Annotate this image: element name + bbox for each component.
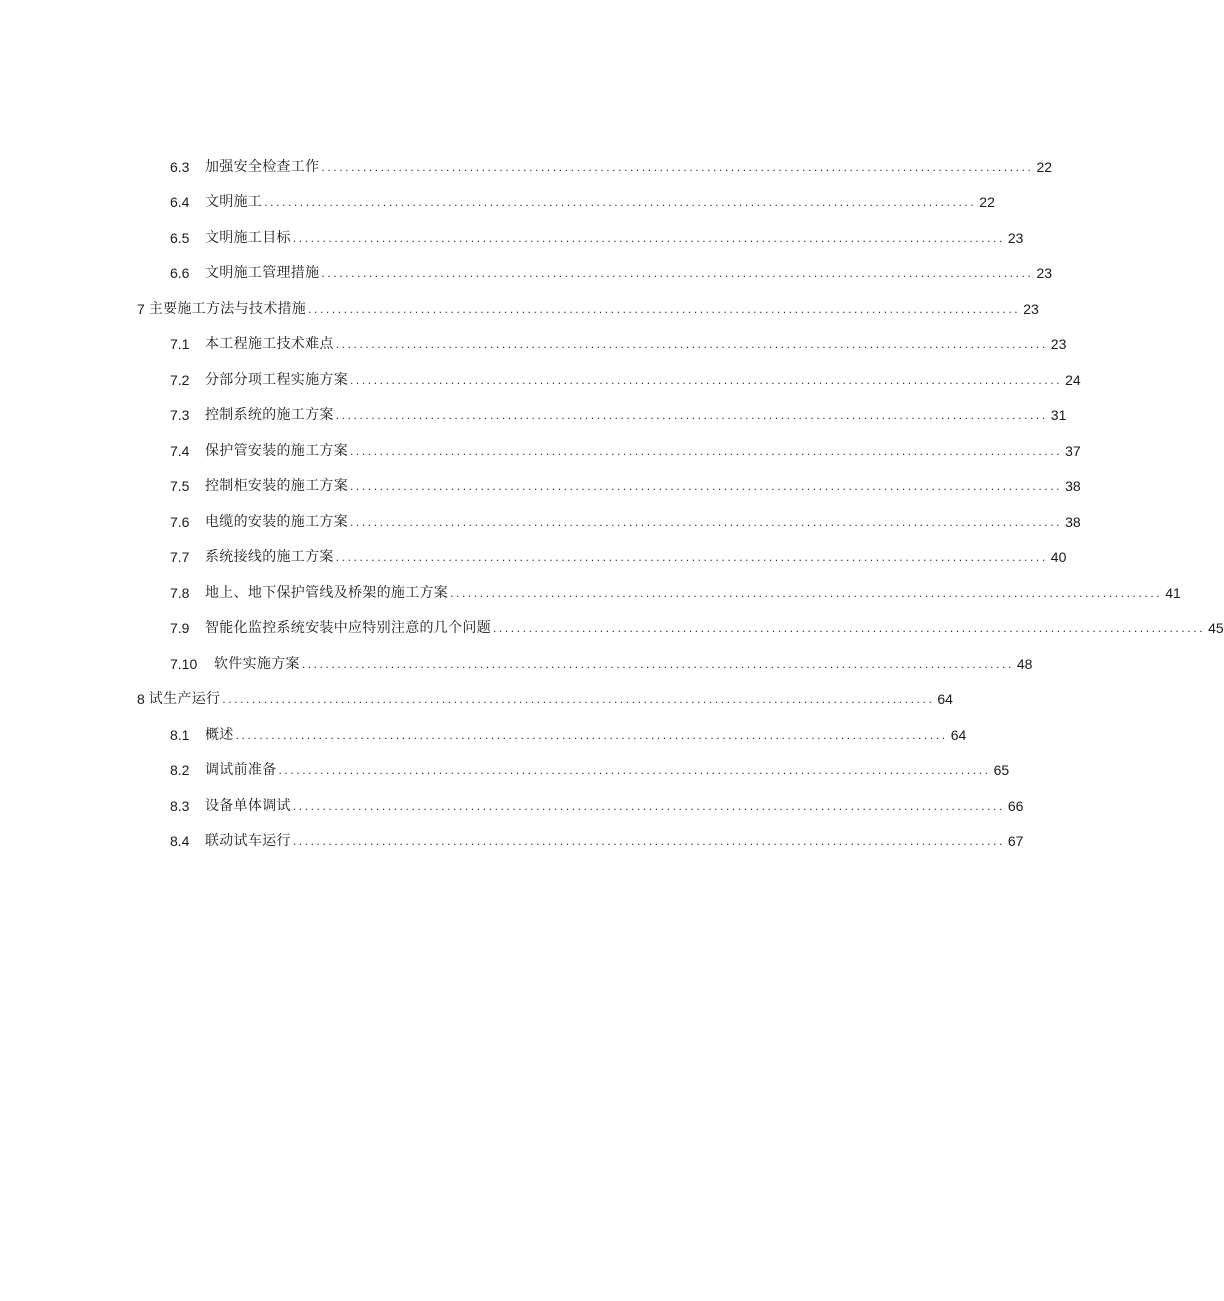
toc-entry-number: 7.5	[170, 478, 190, 495]
toc-entry-title: 控制系统的施工方案	[205, 407, 334, 424]
toc-entry-page: 66	[1007, 797, 1024, 814]
toc-entry-title: 系统接线的施工方案	[205, 549, 334, 566]
toc-entry-page: 64	[937, 691, 953, 708]
toc-entry-title: 保护管安装的施工方案	[205, 442, 348, 459]
toc-dot-leader: ........................................................................................................................	[235, 727, 948, 742]
toc-entry[interactable]	[0, 362, 1081, 398]
toc-dot-leader: ........................................................................................................................	[264, 195, 977, 210]
toc-entry-title: 本工程施工技术难点	[205, 336, 334, 353]
toc-entry-title: 试生产运行	[148, 691, 221, 708]
toc-entry-number: 7.2	[170, 371, 190, 388]
toc-dot-leader: ........................................................................................................................	[292, 834, 1005, 849]
toc-entry-page: 41	[1165, 584, 1181, 601]
toc-entry[interactable]	[0, 149, 1053, 185]
toc-entry-title: 电缆的安装的施工方案	[205, 513, 348, 530]
toc-entry[interactable]	[0, 185, 995, 221]
toc-entry-title: 加强安全检查工作	[205, 158, 320, 175]
toc-entry[interactable]	[0, 398, 1067, 434]
toc-entry[interactable]	[0, 327, 1067, 363]
toc-entry-page: 23	[1023, 300, 1039, 317]
toc-entry-title: 智能化监控系统安装中应特别注意的几个问题	[205, 620, 491, 637]
toc-entry-number: 7.8	[170, 584, 190, 601]
toc-entry-title: 设备单体调试	[205, 797, 291, 814]
toc-entry-number: 7.7	[170, 549, 190, 566]
toc-entry-page: 40	[1050, 549, 1067, 566]
toc-entry-title: 地上、地下保护管线及桥架的施工方案	[205, 584, 449, 601]
toc-entry-page: 23	[1007, 229, 1024, 246]
toc-entry[interactable]	[0, 469, 1081, 505]
toc-dot-leader: ........................................................................................................................	[350, 443, 1063, 458]
toc-entry-page: 24	[1065, 371, 1081, 388]
toc-entry-title: 调试前准备	[205, 762, 277, 779]
toc-entry-page: 22	[1036, 158, 1053, 175]
toc-entry[interactable]	[0, 788, 1024, 824]
toc-entry[interactable]	[0, 504, 1081, 540]
toc-entry-title: 主要施工方法与技术措施	[148, 300, 307, 317]
toc-dot-leader: ........................................................................................................................	[335, 337, 1048, 352]
toc-dot-leader: ........................................................................................................................	[493, 621, 1206, 636]
toc-entry-number: 6.4	[170, 194, 190, 211]
toc-dot-leader: ........................................................................................................................	[222, 692, 935, 707]
toc-entry-page: 22	[979, 194, 995, 211]
toc-entry-page: 23	[1050, 336, 1067, 353]
toc-entry-number: 6.6	[170, 265, 190, 282]
toc-entry-title: 联动试车运行	[205, 833, 291, 850]
toc-entry-number: 7.4	[170, 442, 190, 459]
toc-entry-number: 6.5	[170, 229, 190, 246]
toc-entry-title: 概述	[205, 726, 234, 743]
toc-entry-page: 48	[1016, 655, 1033, 672]
toc-entry-page: 45	[1208, 620, 1224, 637]
toc-entry-page: 65	[993, 762, 1010, 779]
toc-entry[interactable]	[0, 220, 1024, 256]
toc-entry[interactable]	[0, 646, 1033, 682]
toc-entry-page: 37	[1065, 442, 1081, 459]
toc-chapter-entry[interactable]	[0, 682, 953, 718]
toc-dot-leader: ........................................................................................................................	[321, 159, 1034, 174]
toc-dot-leader: ........................................................................................................................	[292, 230, 1005, 245]
toc-dot-leader: ........................................................................................................................	[278, 763, 991, 778]
toc-entry-title: 文明施工	[205, 194, 263, 211]
toc-entry-number: 7.1	[170, 336, 190, 353]
toc-dot-leader: ........................................................................................................................	[350, 514, 1063, 529]
toc-dot-leader: ........................................................................................................................	[292, 798, 1005, 813]
toc-entry-number: 8.1	[170, 726, 190, 743]
toc-entry-number: 7.6	[170, 513, 190, 530]
toc-entry[interactable]	[0, 753, 1010, 789]
table-of-contents	[0, 149, 1224, 859]
toc-dot-leader: ........................................................................................................................	[301, 656, 1014, 671]
toc-dot-leader: ........................................................................................................................	[450, 585, 1163, 600]
toc-entry-number: 7	[137, 300, 145, 317]
toc-entry[interactable]	[0, 717, 967, 753]
toc-entry[interactable]	[0, 611, 1224, 647]
toc-entry-title: 文明施工管理措施	[205, 265, 320, 282]
toc-dot-leader: ........................................................................................................................	[321, 266, 1034, 281]
toc-entry-number: 7.3	[170, 407, 190, 424]
toc-entry-number: 7.9	[170, 620, 190, 637]
toc-entry-page: 23	[1036, 265, 1053, 282]
toc-entry-number: 8.2	[170, 762, 190, 779]
toc-entry-number: 8.3	[170, 797, 190, 814]
toc-entry-page: 67	[1007, 833, 1024, 850]
toc-dot-leader: ........................................................................................................................	[335, 550, 1048, 565]
toc-entry-page: 38	[1065, 478, 1081, 495]
toc-dot-leader: ........................................................................................................................	[350, 372, 1063, 387]
toc-entry-number: 7.10	[170, 655, 198, 672]
toc-entry-number: 8	[137, 691, 145, 708]
toc-entry[interactable]	[0, 824, 1024, 860]
toc-entry-title: 控制柜安装的施工方案	[205, 478, 348, 495]
toc-entry-page: 38	[1065, 513, 1081, 530]
toc-entry-page: 31	[1050, 407, 1067, 424]
toc-entry[interactable]	[0, 433, 1081, 469]
toc-entry-number: 8.4	[170, 833, 190, 850]
toc-dot-leader: ........................................................................................................................	[350, 479, 1063, 494]
toc-chapter-entry[interactable]	[0, 291, 1039, 327]
toc-entry[interactable]	[0, 575, 1181, 611]
toc-entry-page: 64	[950, 726, 967, 743]
toc-entry[interactable]	[0, 256, 1053, 292]
toc-entry-title: 软件实施方案	[214, 655, 300, 672]
toc-entry-title: 分部分项工程实施方案	[205, 371, 348, 388]
toc-entry-title: 文明施工目标	[205, 229, 291, 246]
toc-dot-leader: ........................................................................................................................	[308, 301, 1021, 316]
toc-entry-number: 6.3	[170, 158, 190, 175]
toc-entry[interactable]	[0, 540, 1067, 576]
toc-dot-leader: ........................................................................................................................	[335, 408, 1048, 423]
